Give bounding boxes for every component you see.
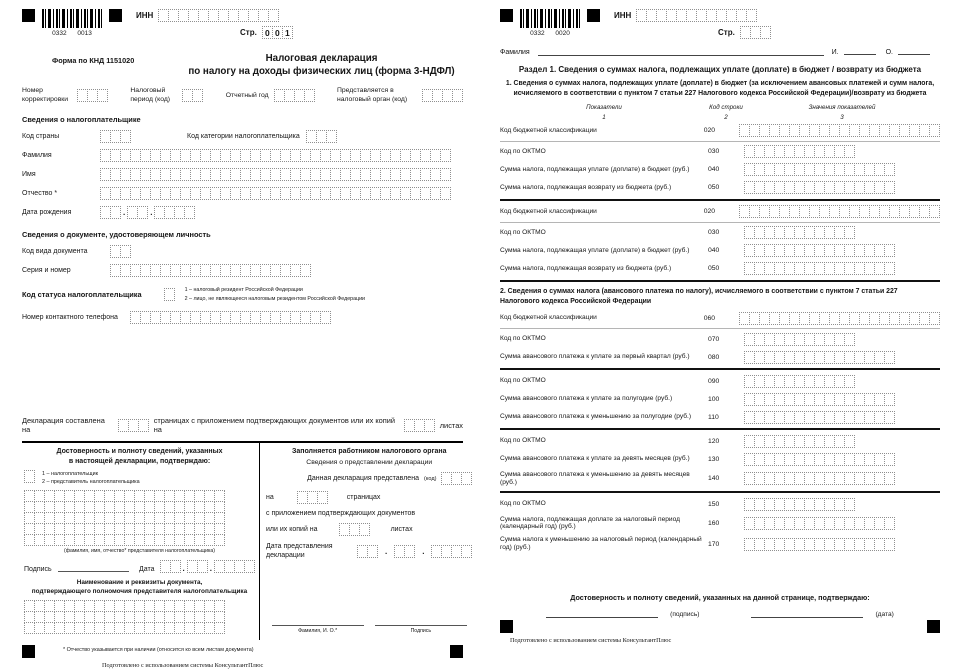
initial-o-label: О.	[885, 49, 893, 56]
row-input-040[interactable]	[744, 163, 895, 176]
tax-period-label: Налоговый период (код)	[130, 87, 171, 103]
submission-method-input[interactable]	[441, 472, 472, 485]
table-row: Сумма налога к уменьшению за налоговый период (календарный год) (руб.) 170	[500, 534, 940, 555]
surname-label: Фамилия	[22, 152, 52, 160]
registration-mark	[500, 620, 513, 633]
subsection1-title: 1. Сведения о суммах налога, подлежащих уплате (доплате) в бюджет (за исключением авансовых платежей и сумм налога, исчисляемого в соответствии с пунктом 7 статьи 227 Налогового кодекса Российской Федерации)/возврату из бюджета	[505, 80, 935, 97]
registration-mark	[450, 645, 463, 658]
submission-date-year-input[interactable]	[431, 545, 472, 558]
table-row: Сумма налога, подлежащая уплате (доплате) в бюджет (руб.) 040	[500, 161, 940, 179]
row-input-020[interactable]	[739, 205, 940, 218]
table-row: Сумма авансового платежа к уменьшению за полугодие (руб.) 110	[500, 408, 940, 426]
taxpayer-status-input[interactable]	[164, 288, 175, 301]
signature-line[interactable]	[58, 563, 129, 572]
row-input-050[interactable]	[744, 262, 895, 275]
birthdate-day-input[interactable]	[100, 206, 121, 219]
registration-mark	[500, 9, 513, 22]
birthdate-label: Дата рождения	[22, 209, 72, 217]
surname-input[interactable]	[100, 149, 451, 162]
birthdate-month-input[interactable]	[127, 206, 148, 219]
taxpayer-section-title: Сведения о налогоплательщике	[22, 115, 141, 125]
signature-block	[22, 441, 463, 639]
row-input-030[interactable]	[744, 226, 855, 239]
registration-mark	[927, 620, 940, 633]
page-signature-line[interactable]	[546, 609, 658, 618]
page-confirmation-title: Достоверность и полноту сведений, указанных на данной странице, подтверждаю:	[570, 592, 870, 602]
identity-document-section-title: Сведения о документе, удостоверяющем личность	[22, 230, 211, 240]
row-input-110[interactable]	[744, 411, 895, 424]
surname-line[interactable]	[538, 47, 824, 56]
report-year-label: Отчетный год	[225, 91, 269, 99]
report-year-input[interactable]	[274, 89, 315, 102]
taxpayer-category-label: Код категории налогоплательщика	[187, 133, 300, 141]
divider	[500, 280, 940, 282]
row-input-120[interactable]	[744, 435, 855, 448]
birthdate-year-input[interactable]	[154, 206, 195, 219]
initial-o-line[interactable]	[898, 46, 930, 55]
officer-sheets-input[interactable]	[339, 523, 370, 536]
tax-period-input[interactable]	[182, 89, 203, 102]
taxpayer-confirmation-column: Достоверность и полноту сведений, указанных в настоящей декларации, подтверждаю: 1 – налогоплательщик 2 – представитель налогоплательщика (фамилия, имя, отчество* представителя налогоплательщика) Подпись Дата . . Наименование и реквизиты документа, подтверждающего полномочия представителя налогоплательщика	[22, 443, 260, 639]
page-1: 0332 0013 ИНН Стр. 0 0 1 Форма по КНД 1151020 Налоговая декларация по налогу на доходы физических лиц (форма 3-НДФЛ) Номер корректировки Налоговый период (код) Отчетный год Представляется в налоговый орган (код) Сведения о налогоплательщике Код страны Код категории налогоплательщика Фамилия Имя Отчество * Дата рождения . . Сведения о документе, удостоверяющем личность Код вида документа Серия и номер Код статуса налогоплательщика 1 – налоговый резидент Российской Федерации 2 – лицо, не являющееся налоговым резидентом Российской Федерации Номер контактного телефона Декларация составлена на страницах с приложением подтверждающих документов или их копий на листах Достоверность и полноту сведений, указанных в настоящей декларации, подтверждаю: 1 – налогоплательщик 2 – представитель налогоплательщика (фамилия, имя, отчество* представителя налогоплательщика) Подпись Дата . . Наименование и реквизиты документа, подтверждающего полномочия представителя налогоплательщика Заполняется работником налогового органа Сведения о представлении декларации Данная декларация представлена (код) на страницах с приложением подтверждающих документов или их копий на листах Дата представления декларации . . Фамилия, И. О.* Подпись * Отчество указывается при наличии (относится ко всем листам документа) Подготовлено с использованием системы КонсультантПлюс	[22, 0, 463, 669]
divider	[500, 491, 940, 493]
consultant-plus-footer: Подготовлено с использованием системы КонсультантПлюс	[510, 636, 672, 644]
divider	[500, 222, 940, 223]
series-number-label: Серия и номер	[22, 267, 71, 275]
signer-type-options: 1 – налогоплательщик 2 – представитель налогоплательщика	[42, 470, 140, 486]
firstname-input[interactable]	[100, 168, 451, 181]
form-knd-code: Форма по КНД 1151020	[52, 56, 135, 65]
inn-input[interactable]	[158, 9, 279, 22]
table-row: Код по ОКТМО 090	[500, 372, 940, 390]
submission-date-label: Дата представления декларации	[266, 543, 333, 560]
attachment-sheets-input[interactable]	[404, 419, 435, 432]
row-input-080[interactable]	[744, 351, 895, 364]
tax-authority-input[interactable]	[422, 89, 463, 102]
table-row: Сумма налога, подлежащая возврату из бюджета (руб.) 050	[500, 260, 940, 278]
officer-section-subtitle: Сведения о представлении декларации	[306, 459, 433, 467]
page-number-input[interactable]	[740, 26, 771, 39]
submission-date-month-input[interactable]	[394, 545, 415, 558]
tax-officer-column: Заполняется работником налогового органа Сведения о представлении декларации Данная декларация представлена (код) на страницах с приложением подтверждающих документов или их копий на листах Дата представления декларации . . Фамилия, И. О.* Подпись	[260, 443, 478, 639]
signature-label: Подпись	[24, 565, 52, 573]
page-signature-caption: (подпись)	[670, 610, 700, 618]
fio-caption: (фамилия, имя, отчество* представителя налогоплательщика)	[63, 547, 216, 554]
submission-date-day-input[interactable]	[357, 545, 378, 558]
signer-type-input[interactable]	[24, 470, 35, 487]
officer-section-title: Заполняется работником налогового органа	[291, 448, 447, 456]
table-row: Код по ОКТМО 030	[500, 143, 940, 161]
inn-label: ИНН	[136, 11, 154, 20]
row-input-050[interactable]	[744, 181, 895, 194]
table-row: Код по ОКТМО 070	[500, 330, 940, 348]
table-row: Сумма авансового платежа к уплате за девять месяцев (руб.) 130	[500, 450, 940, 468]
inn-input[interactable]	[636, 9, 757, 22]
pages-count-line: Декларация составлена на страницах с приложением подтверждающих документов или их копий на листах	[22, 416, 463, 435]
page2-header	[500, 0, 940, 39]
row-input-040[interactable]	[744, 244, 895, 257]
row-input-160[interactable]	[744, 517, 895, 530]
page-number-input[interactable]: 0 0 1	[262, 26, 293, 39]
barcode-number: 0332 0020	[530, 30, 570, 37]
table-row: Сумма авансового платежа к уплате за полугодие (руб.) 100	[500, 390, 940, 408]
registration-mark	[587, 9, 600, 22]
authority-document-grid[interactable]	[24, 600, 255, 634]
row-input-140[interactable]	[744, 472, 895, 485]
firstname-label: Имя	[22, 171, 36, 179]
subsection2-title: 2. Сведения о суммах налога (авансового платежа по налогу), исчисляемого в соответствии с пунктом 7 статьи 227 Налогового кодекса Российской Федерации	[500, 287, 898, 305]
row-input-070[interactable]	[744, 333, 855, 346]
row-input-170[interactable]	[744, 538, 895, 551]
row-input-130[interactable]	[744, 453, 895, 466]
page-2	[500, 0, 940, 644]
table-row: Сумма налога, подлежащая уплате (доплате) в бюджет (руб.) 040	[500, 242, 940, 260]
divider	[500, 328, 940, 329]
sign-date-month-input[interactable]	[187, 560, 208, 573]
document-type-code-input[interactable]	[110, 245, 131, 258]
row-input-030[interactable]	[744, 145, 855, 158]
registration-mark	[109, 9, 122, 22]
sign-date-year-input[interactable]	[214, 560, 255, 573]
barcode-image	[520, 9, 580, 28]
consultant-plus-footer: Подготовлено с использованием системы КонсультантПлюс	[102, 661, 264, 669]
patronymic-label: Отчество *	[22, 190, 58, 198]
taxpayer-category-input[interactable]	[306, 130, 337, 143]
form-title: Налоговая декларация по налогу на доходы физических лиц (форма 3-НДФЛ)	[188, 53, 455, 78]
divider	[500, 368, 940, 370]
correction-number-label: Номер корректировки	[22, 87, 69, 103]
barcode-number: 0332 0013	[52, 30, 92, 37]
phone-number-label: Номер контактного телефона	[22, 314, 118, 322]
divider	[500, 199, 940, 201]
divider	[500, 428, 940, 430]
officer-fio-line[interactable]	[272, 625, 364, 626]
table-column-headers: Показатели 1 Код строки 2 Значения показателей 3	[586, 104, 876, 121]
page-date-caption: (дата)	[875, 610, 894, 618]
registration-mark	[22, 645, 35, 658]
confirmation-title: Достоверность и полноту сведений, указанных	[56, 448, 223, 456]
series-number-input[interactable]	[110, 264, 311, 277]
correction-number-input[interactable]	[77, 89, 108, 102]
section1-title: Раздел 1. Сведения о суммах налога, подлежащих уплате (доплате) в бюджет / возврату из бюджета	[518, 65, 922, 74]
declaration-pages-input[interactable]	[118, 419, 149, 432]
initial-i-label: И.	[831, 49, 839, 56]
barcode-image	[42, 9, 102, 28]
row-input-090[interactable]	[744, 375, 855, 388]
patronymic-input[interactable]	[100, 187, 451, 200]
table-row: Код по ОКТМО 120	[500, 432, 940, 450]
phone-number-input[interactable]	[130, 311, 331, 324]
table-row: Код бюджетной классификации 060	[500, 309, 940, 327]
row-input-060[interactable]	[739, 312, 940, 325]
officer-pages-input[interactable]	[297, 491, 328, 504]
barcode	[42, 9, 102, 37]
page-date-line[interactable]	[751, 609, 863, 618]
table-row: Код бюджетной классификации 020	[500, 203, 940, 221]
authority-document-title: Наименование и реквизиты документа,	[76, 578, 203, 586]
sign-date-day-input[interactable]	[160, 560, 181, 573]
submitted-label: Данная декларация представлена	[307, 475, 419, 483]
surname-label: Фамилия	[500, 49, 530, 56]
divider	[500, 141, 940, 142]
taxpayer-status-label: Код статуса налогоплательщика	[22, 290, 142, 300]
initial-i-line[interactable]	[844, 46, 876, 55]
table-row: Код по ОКТМО 030	[500, 224, 940, 242]
officer-fio-caption: Фамилия, И. О.*	[298, 627, 338, 634]
tax-authority-label: Представляется в налоговый орган (код)	[336, 87, 408, 103]
table-row: Сумма налога, подлежащая доплате за налоговый период (календарный год) (руб.) 160	[500, 513, 940, 534]
row-input-020[interactable]	[739, 124, 940, 137]
registration-mark	[22, 9, 35, 22]
barcode	[520, 9, 580, 37]
page1-header	[22, 0, 463, 39]
row-input-100[interactable]	[744, 393, 895, 406]
table-row: Сумма авансового платежа к уплате за первый квартал (руб.) 080	[500, 348, 940, 366]
table-row: Код по ОКТМО 150	[500, 495, 940, 513]
country-code-input[interactable]	[100, 130, 131, 143]
taxpayer-status-notes: 1 – налоговый резидент Российской Федерации 2 – лицо, не являющееся налоговым резидентом Российской Федерации	[184, 287, 365, 302]
table-row: Сумма налога, подлежащая возврату из бюджета (руб.) 050	[500, 179, 940, 197]
country-code-label: Код страны	[22, 133, 60, 141]
row-input-150[interactable]	[744, 498, 855, 511]
representative-fio-grid[interactable]	[24, 490, 255, 546]
page-number-label: Стр.	[240, 28, 257, 37]
officer-signature-caption: Подпись	[410, 627, 432, 634]
inn-label: ИНН	[614, 11, 632, 20]
officer-signature-line[interactable]	[375, 625, 467, 626]
table-row: Сумма авансового платежа к уменьшению за девять месяцев (руб.) 140	[500, 468, 940, 489]
patronymic-footnote: * Отчество указывается при наличии (относится ко всем листам документа)	[63, 646, 254, 653]
attach-note: с приложением подтверждающих документов	[266, 510, 416, 518]
page-number-label: Стр.	[718, 28, 735, 37]
table-row: Код бюджетной классификации 020	[500, 122, 940, 140]
date-label: Дата	[139, 565, 155, 573]
document-type-code-label: Код вида документа	[22, 248, 88, 256]
